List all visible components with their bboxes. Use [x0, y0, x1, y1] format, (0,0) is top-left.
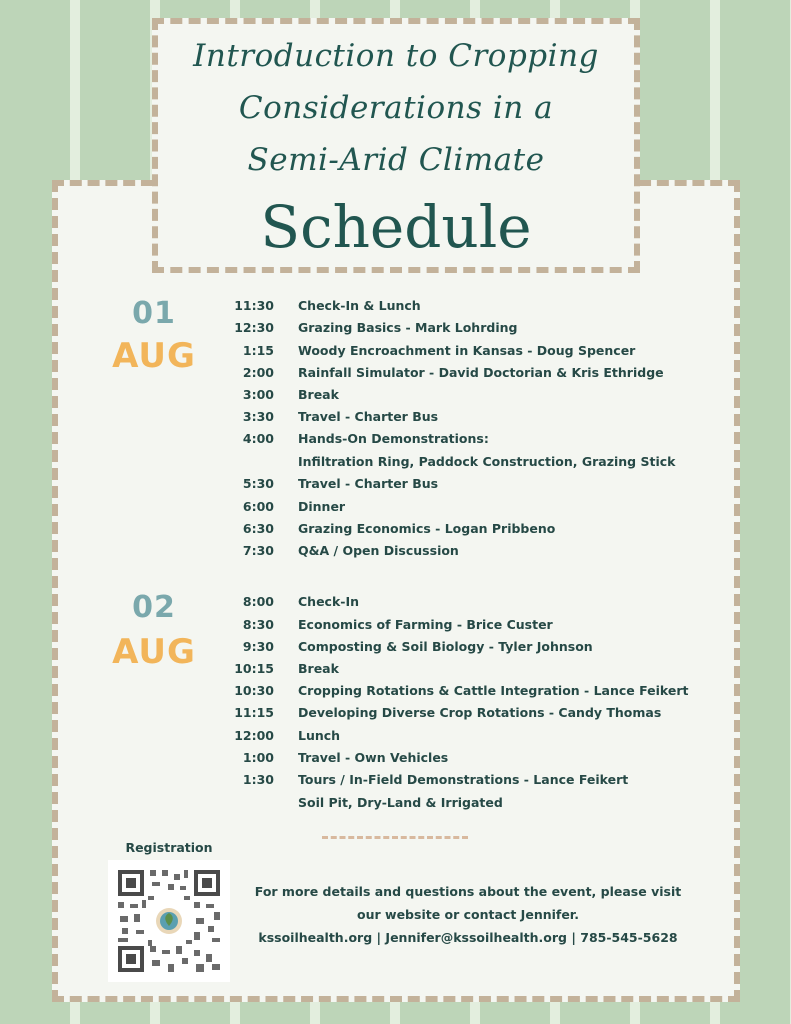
qr-code-icon: [108, 860, 230, 982]
schedule-activity: Travel - Charter Bus: [298, 409, 439, 424]
schedule-time: 2:00: [242, 365, 274, 380]
schedule-activity: Travel - Own Vehicles: [298, 750, 449, 765]
schedule-activity: Cropping Rotations & Cattle Integration - Lance Feikert: [298, 683, 689, 698]
event-title-line-2: Considerations in a: [238, 90, 554, 126]
schedule-time: 6:00: [242, 499, 274, 514]
schedule-time: 6:30: [242, 521, 274, 536]
schedule-activity: Developing Diverse Crop Rotations - Candy Thomas: [298, 705, 662, 720]
contact-line-3[interactable]: kssoilhealth.org | Jennifer@kssoilhealth.org | 785-545-5628: [258, 930, 678, 945]
schedule-activity: Soil Pit, Dry-Land & Irrigated: [298, 795, 503, 810]
schedule-activity: Break: [298, 661, 339, 676]
schedule-activity: Grazing Basics - Mark Lohrding: [298, 320, 518, 335]
day1-date-number: 01: [132, 296, 176, 331]
schedule-time: 1:00: [242, 750, 274, 765]
title-box: [152, 18, 640, 273]
schedule-activity: Break: [298, 387, 339, 402]
schedule-time: 4:00: [242, 431, 274, 446]
schedule-activity: Dinner: [298, 499, 346, 514]
schedule-heading: Schedule: [260, 193, 532, 261]
schedule-time: 8:00: [242, 594, 274, 609]
registration-qr-code[interactable]: [108, 860, 230, 982]
day2-date-month: AUG: [112, 632, 196, 672]
day2-date-number: 02: [132, 590, 176, 625]
schedule-time: 11:30: [234, 298, 274, 313]
schedule-activity: Q&A / Open Discussion: [298, 543, 459, 558]
schedule-time: 1:15: [242, 343, 274, 358]
schedule-activity: Infiltration Ring, Paddock Construction, Grazing Stick: [298, 454, 676, 469]
section-divider: [322, 836, 468, 839]
schedule-activity: Check-In: [298, 594, 360, 609]
schedule-activity: Hands-On Demonstrations:: [298, 431, 489, 446]
day1-date-month: AUG: [112, 336, 196, 376]
schedule-time: 5:30: [242, 476, 274, 491]
schedule-activity: Economics of Farming - Brice Custer: [298, 617, 553, 632]
schedule-activity: Lunch: [298, 728, 341, 743]
schedule-time: 12:00: [234, 728, 274, 743]
schedule-time: 3:30: [242, 409, 274, 424]
schedule-time: 11:15: [234, 705, 274, 720]
schedule-activity: Check-In & Lunch: [298, 298, 421, 313]
schedule-activity: Grazing Economics - Logan Pribbeno: [298, 521, 556, 536]
schedule-activity: Woody Encroachment in Kansas - Doug Spencer: [298, 343, 636, 358]
schedule-activity: Tours / In-Field Demonstrations - Lance Feikert: [298, 772, 629, 787]
contact-line-2: our website or contact Jennifer.: [357, 907, 579, 922]
schedule-time: 10:30: [234, 683, 274, 698]
contact-info: [248, 880, 688, 949]
schedule-time: 9:30: [242, 639, 274, 654]
schedule-time: 12:30: [234, 320, 274, 335]
schedule-activity: Travel - Charter Bus: [298, 476, 439, 491]
schedule-time: 10:15: [234, 661, 274, 676]
schedule-activity: Rainfall Simulator - David Doctorian & Kris Ethridge: [298, 365, 664, 380]
event-title-line-1: Introduction to Cropping: [193, 38, 599, 74]
schedule-time: 7:30: [242, 543, 274, 558]
schedule-activity: Composting & Soil Biology - Tyler Johnson: [298, 639, 593, 654]
event-title-line-3: Semi-Arid Climate: [247, 142, 545, 178]
contact-line-1: For more details and questions about the event, please visit: [254, 884, 682, 899]
schedule-time: 1:30: [242, 772, 274, 787]
schedule-time: 3:00: [242, 387, 274, 402]
registration-label: Registration: [125, 840, 213, 855]
schedule-time: 8:30: [242, 617, 274, 632]
